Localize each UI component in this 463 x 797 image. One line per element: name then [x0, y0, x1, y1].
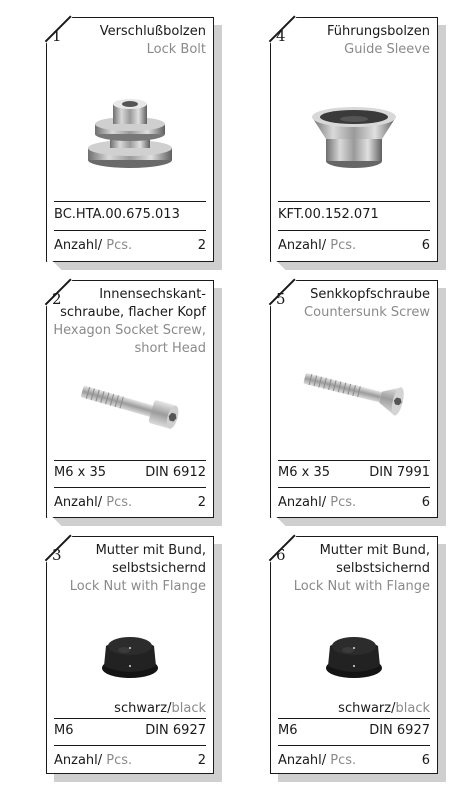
part-card-2: [46, 280, 214, 518]
part-card-1: [46, 17, 214, 262]
quantity-value: 2: [197, 495, 206, 510]
color-label-en: black: [395, 701, 430, 716]
quantity-label: Anzahl/: [278, 753, 327, 768]
part-title-en: Guide Sleeve: [344, 42, 430, 57]
din-norm: DIN 6912: [145, 465, 206, 480]
quantity-label-en: Pcs.: [330, 753, 357, 768]
quantity-label: Anzahl/: [54, 238, 103, 253]
quantity-value: 2: [197, 753, 206, 768]
din-norm: DIN 6927: [145, 723, 206, 738]
part-title-de: Senkkopfschraube: [310, 287, 430, 302]
part-title-en-2: short Head: [134, 341, 206, 356]
part-title-en: Lock Bolt: [146, 42, 206, 57]
part-title-en: Countersunk Screw: [304, 305, 430, 320]
thread-size: M6 x 35: [278, 465, 330, 480]
part-title-de-1: Innensechskant-: [99, 287, 206, 302]
color-label-en: black: [171, 701, 206, 716]
part-title-de-1: Mutter mit Bund,: [319, 543, 430, 558]
part-title-de: Verschlußbolzen: [99, 24, 206, 39]
part-title-de-2: schraube, flacher Kopf: [60, 305, 206, 320]
quantity-label-en: Pcs.: [106, 238, 133, 253]
part-number: 4: [276, 27, 286, 45]
lock-bolt-image: [46, 92, 214, 172]
quantity-value: 6: [421, 495, 430, 510]
part-code: BC.HTA.00.675.013: [54, 207, 180, 222]
thread-size: M6: [278, 723, 298, 738]
part-title-en: Lock Nut with Flange: [69, 579, 206, 594]
quantity-label: Anzahl/: [278, 238, 327, 253]
quantity-value: 6: [421, 238, 430, 253]
lock-nut-image: [270, 626, 438, 682]
part-title-de-2: selbstsichernd: [336, 561, 430, 576]
quantity-label-en: Pcs.: [330, 495, 357, 510]
quantity-label: Anzahl/: [54, 495, 103, 510]
hexagon-socket-screw-image: [46, 375, 214, 437]
part-card-5: [270, 280, 438, 518]
din-norm: DIN 6927: [369, 723, 430, 738]
countersunk-screw-image: [270, 360, 438, 422]
quantity-value: 6: [421, 753, 430, 768]
color-label-de: schwarz/: [114, 701, 172, 716]
quantity-value: 2: [197, 238, 206, 253]
quantity-label-en: Pcs.: [106, 753, 133, 768]
quantity-label-en: Pcs.: [330, 238, 357, 253]
part-card-6: [270, 536, 438, 774]
part-number: 1: [52, 27, 62, 45]
thread-size: M6: [54, 723, 74, 738]
din-norm: DIN 7991: [369, 465, 430, 480]
part-title-en-1: Hexagon Socket Screw,: [53, 323, 206, 338]
color-label-de: schwarz/: [338, 701, 396, 716]
part-number: 6: [276, 546, 286, 564]
thread-size: M6 x 35: [54, 465, 106, 480]
part-title-en: Lock Nut with Flange: [293, 579, 430, 594]
part-title-de: Führungsbolzen: [327, 24, 430, 39]
quantity-label: Anzahl/: [278, 495, 327, 510]
part-number: 5: [276, 290, 286, 308]
quantity-label: Anzahl/: [54, 753, 103, 768]
part-card-4: [270, 17, 438, 262]
part-number: 2: [52, 290, 62, 308]
part-card-3: [46, 536, 214, 774]
part-number: 3: [52, 546, 62, 564]
quantity-label-en: Pcs.: [106, 495, 133, 510]
part-code: KFT.00.152.071: [278, 207, 379, 222]
guide-sleeve-image: [270, 95, 438, 173]
part-title-de-1: Mutter mit Bund,: [95, 543, 206, 558]
part-title-de-2: selbstsichernd: [112, 561, 206, 576]
lock-nut-image: [46, 626, 214, 682]
